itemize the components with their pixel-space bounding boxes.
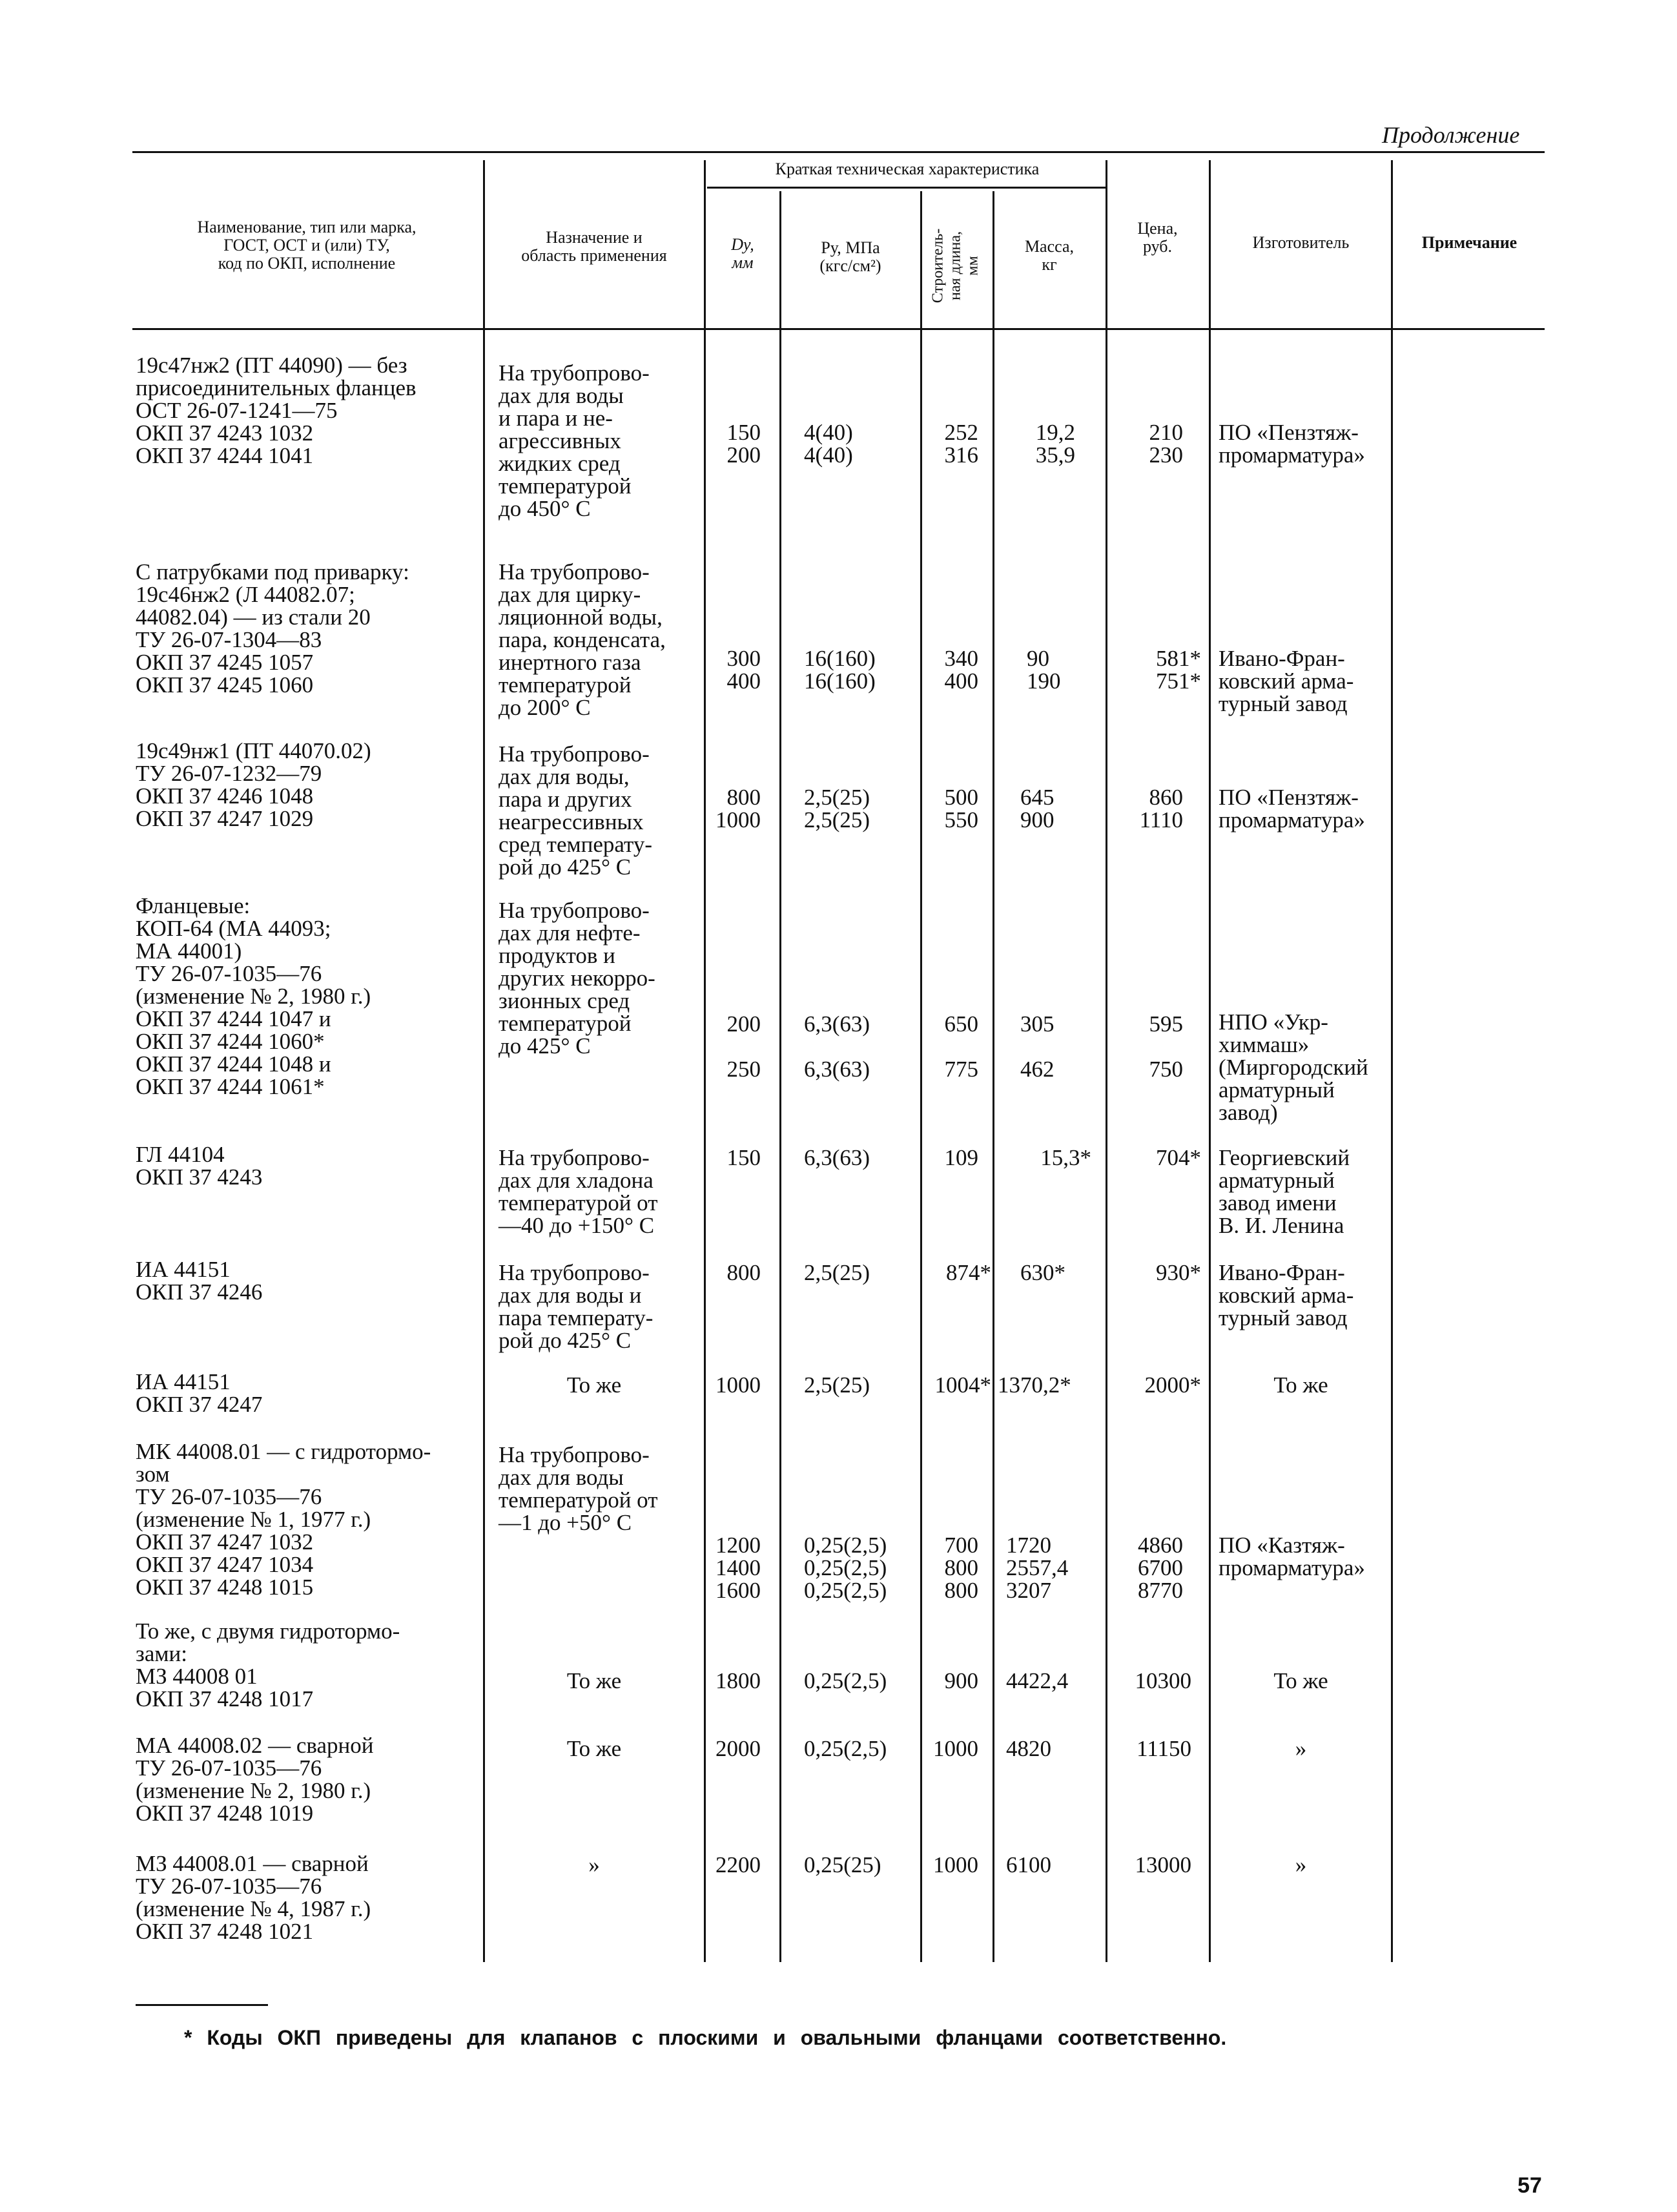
row-dy: 2200 xyxy=(715,1852,761,1877)
row-maker: Георгиевский арматурный завод имени В. И. Ленина xyxy=(1219,1145,1350,1238)
row-purpose: На трубопрово- дах для цирку- ляционной воды, пара, конденсата, инертного газа температурой до 200° С xyxy=(499,559,666,720)
row-name: МЗ 44008.01 — сварной ТУ 26-07-1035—76 (изменение № 4, 1987 г.) ОКП 37 4248 1021 xyxy=(136,1851,371,1944)
row-dy: 300 400 xyxy=(726,646,761,694)
footnote: * Коды ОКП приведены для клапанов с плоскими и овальными фланцами соответственно. xyxy=(184,2026,1227,2049)
row-py: 2,5(25) xyxy=(804,1372,870,1398)
row-price: 10300 xyxy=(1135,1668,1191,1693)
row-purpose: То же xyxy=(566,1736,622,1761)
row-purpose: На трубопрово- дах для воды и пара и не- агрессивных жидких сред температурой до 450° С xyxy=(499,360,650,521)
row-purpose: То же xyxy=(566,1668,622,1693)
row-mass: 90 190 xyxy=(1027,646,1061,694)
row-price: 595 750 xyxy=(1149,1011,1183,1082)
col-divider-7 xyxy=(1209,160,1211,1962)
row-mass: 305 462 xyxy=(1020,1011,1055,1082)
row-maker: То же xyxy=(1273,1668,1328,1693)
row-maker: » xyxy=(1295,1736,1307,1761)
row-py: 0,25(25) xyxy=(804,1852,881,1877)
row-dy: 1800 xyxy=(715,1668,761,1693)
row-maker: » xyxy=(1295,1852,1307,1877)
row-length: 700 800 800 xyxy=(944,1533,978,1603)
row-length: 1000 xyxy=(933,1736,978,1761)
row-purpose: На трубопрово- дах для нефте- продуктов и других некорро- зионных сред температурой до 425° С xyxy=(499,898,655,1059)
row-name: 19с47нж2 (ПТ 44090) — без присоединительных фланцев ОСТ 26-07-1241—75 ОКП 37 4243 1032 ОКП 37 4244 1041 xyxy=(136,353,417,468)
row-maker: ПО «Пензтяж- промарматура» xyxy=(1219,785,1365,832)
row-mass: 1370,2* xyxy=(998,1372,1071,1398)
header-bottom-rule xyxy=(132,328,1545,330)
row-name: 19с49нж1 (ПТ 44070.02) ТУ 26-07-1232—79 ОКП 37 4246 1048 ОКП 37 4247 1029 xyxy=(136,738,371,831)
row-py: 16(160) 16(160) xyxy=(804,646,876,694)
row-py: 0,25(2,5) xyxy=(804,1736,887,1761)
row-length: 252 316 xyxy=(944,420,978,468)
row-py: 6,3(63) 6,3(63) xyxy=(804,1011,870,1082)
row-price: 860 1110 xyxy=(1139,785,1183,832)
header-price: Цена, руб. xyxy=(1137,219,1178,256)
row-mass: 15,3* xyxy=(1040,1145,1091,1170)
header-maker: Изготовитель xyxy=(1252,233,1350,252)
row-dy: 200 250 xyxy=(726,1011,761,1082)
row-mass: 4820 xyxy=(1006,1736,1051,1761)
row-price: 704* xyxy=(1156,1145,1201,1170)
table-top-rule xyxy=(132,151,1545,153)
row-maker: Ивано-Фран- ковский арма- турный завод xyxy=(1219,646,1354,716)
row-maker: НПО «Укр- химмаш» (Миргородский арматурный завод) xyxy=(1219,1009,1368,1125)
row-py: 6,3(63) xyxy=(804,1145,870,1170)
row-purpose: На трубопрово- дах для воды температурой от —1 до +50° С xyxy=(499,1442,658,1535)
row-name: ИА 44151 ОКП 37 4247 xyxy=(136,1369,263,1417)
row-price: 2000* xyxy=(1144,1372,1201,1398)
header-purpose: Назначение и область применения xyxy=(521,228,667,265)
row-name: С патрубками под приварку: 19с46нж2 (Л 44082.07; 44082.04) — из стали 20 ТУ 26-07-1304—83 ОКП 37 4245 1057 ОКП 37 4245 1060 xyxy=(136,559,409,698)
continuation-label: Продолжение xyxy=(1382,122,1520,148)
row-maker: Ивано-Фран- ковский арма- турный завод xyxy=(1219,1260,1354,1330)
row-purpose: То же xyxy=(566,1372,622,1398)
row-py: 4(40) 4(40) xyxy=(804,420,853,468)
tech-group-rule xyxy=(707,187,1107,189)
row-mass: 4422,4 xyxy=(1006,1668,1069,1693)
row-mass: 630* xyxy=(1020,1260,1065,1285)
row-mass: 19,2 35,9 xyxy=(1035,420,1075,468)
col-divider-3 xyxy=(779,191,781,1962)
row-mass: 645 900 xyxy=(1020,785,1055,832)
row-mass: 1720 2557,4 3207 xyxy=(1006,1533,1069,1603)
row-maker: То же xyxy=(1273,1372,1328,1398)
row-price: 13000 xyxy=(1135,1852,1191,1877)
header-py: Pу, МПа (кгс/см²) xyxy=(819,238,881,275)
row-py: 2,5(25) xyxy=(804,1260,870,1285)
row-dy: 1000 xyxy=(715,1372,761,1398)
row-dy: 1200 1400 1600 xyxy=(715,1533,761,1603)
row-name: То же, с двумя гидротормо- зами: МЗ 44008 01 ОКП 37 4248 1017 xyxy=(136,1618,400,1711)
row-dy: 150 200 xyxy=(726,420,761,468)
row-mass: 6100 xyxy=(1006,1852,1051,1877)
page-number: 57 xyxy=(1518,2173,1542,2198)
row-py: 2,5(25) 2,5(25) xyxy=(804,785,870,832)
row-dy: 150 xyxy=(726,1145,761,1170)
row-length: 109 xyxy=(944,1145,978,1170)
col-divider-8 xyxy=(1391,160,1393,1962)
row-purpose: » xyxy=(588,1852,600,1877)
row-dy: 800 xyxy=(726,1260,761,1285)
row-purpose: На трубопрово- дах для воды, пара и других неагрессивных сред температу- рой до 425° С xyxy=(499,741,653,880)
row-length: 1004* xyxy=(934,1372,991,1398)
row-price: 4860 6700 8770 xyxy=(1138,1533,1183,1603)
row-maker: ПО «Пензтяж- промарматура» xyxy=(1219,420,1365,468)
header-dy: Dу, мм xyxy=(731,235,754,272)
row-price: 930* xyxy=(1156,1260,1201,1285)
row-length: 1000 xyxy=(933,1852,978,1877)
row-length: 874* xyxy=(946,1260,991,1285)
footnote-rule xyxy=(136,2004,268,2006)
row-price: 11150 xyxy=(1137,1736,1191,1761)
header-name: Наименование, тип или марка, ГОСТ, ОСТ и (или) ТУ, код по ОКП, исполнение xyxy=(197,218,417,273)
row-name: ИА 44151 ОКП 37 4246 xyxy=(136,1257,263,1305)
row-name: МК 44008.01 — с гидротормо- зом ТУ 26-07-1035—76 (изменение № 1, 1977 г.) ОКП 37 4247 1032 ОКП 37 4247 1034 ОКП 37 4248 1015 xyxy=(136,1439,431,1600)
row-name: ГЛ 44104 ОКП 37 4243 xyxy=(136,1142,263,1190)
row-dy: 2000 xyxy=(715,1736,761,1761)
row-name: МА 44008.02 — сварной ТУ 26-07-1035—76 (изменение № 2, 1980 г.) ОКП 37 4248 1019 xyxy=(136,1733,374,1826)
row-price: 581* 751* xyxy=(1156,646,1201,694)
header-mass: Масса, кг xyxy=(1024,237,1075,274)
row-purpose: На трубопрово- дах для воды и пара температу- рой до 425° С xyxy=(499,1260,653,1353)
row-maker: ПО «Казтяж- промарматура» xyxy=(1219,1533,1365,1580)
col-divider-2 xyxy=(704,160,706,1962)
row-length: 500 550 xyxy=(944,785,978,832)
row-py: 0,25(2,5) xyxy=(804,1668,887,1693)
col-divider-4 xyxy=(920,191,922,1962)
row-price: 210 230 xyxy=(1149,420,1183,468)
row-dy: 800 1000 xyxy=(715,785,761,832)
header-length: Строитель- ная длина, мм xyxy=(929,228,982,304)
row-purpose: На трубопрово- дах для хладона температурой от —40 до +150° С xyxy=(499,1145,658,1238)
row-py: 0,25(2,5) 0,25(2,5) 0,25(2,5) xyxy=(804,1533,887,1603)
header-tech-group: Краткая техническая характеристика xyxy=(775,160,1040,178)
row-length: 340 400 xyxy=(944,646,978,694)
header-note: Примечание xyxy=(1421,233,1518,252)
row-length: 900 xyxy=(944,1668,978,1693)
row-name: Фланцевые: КОП-64 (МА 44093; МА 44001) ТУ 26-07-1035—76 (изменение № 2, 1980 г.) ОКП 37 4244 1047 и ОКП 37 4244 1060* ОКП 37 4244 1048 и ОКП 37 4244 1061* xyxy=(136,893,371,1099)
row-length: 650 775 xyxy=(944,1011,978,1082)
col-divider-1 xyxy=(483,160,485,1962)
